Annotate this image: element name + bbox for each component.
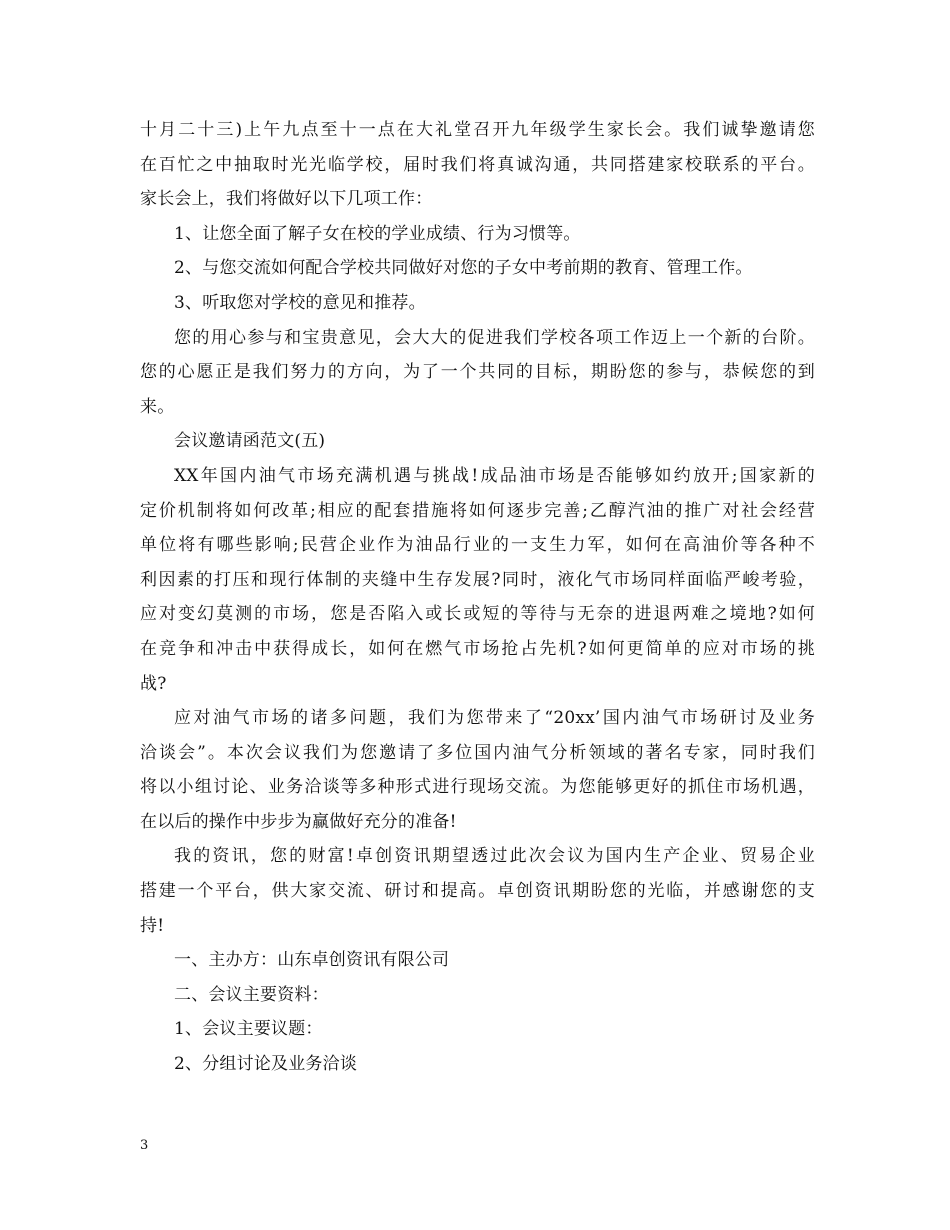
list-item: 2、与您交流如何配合学校共同做好对您的子女中考前期的教育、管理工作。 xyxy=(174,258,753,279)
text-line: 在竞争和冲击中获得成长，如何在燃气市场抢占先机?如何更简单的应对市场的挑 xyxy=(140,638,815,659)
text-line: 洽谈会”。本次会议我们为您邀请了多位国内油气分析领域的著名专家，同时我们 xyxy=(140,742,815,763)
text-line: 将以小组讨论、业务洽谈等多种形式进行现场交流。为您能够更好的抓住市场机遇， xyxy=(140,777,815,798)
text-line: 持! xyxy=(140,915,165,936)
text-line: 利因素的打压和现行体制的夹缝中生存发展?同时，液化气市场同样面临严峻考验， xyxy=(140,569,815,590)
paragraph-first-line: 应对油气市场的诸多问题，我们为您带来了“20xx’国内油气市场研讨及业务 xyxy=(174,708,815,729)
text-line: 来。 xyxy=(140,396,175,417)
list-item: 一、主办方：山东卓创资讯有限公司 xyxy=(174,950,450,971)
text-line: 在以后的操作中步步为赢做好充分的准备! xyxy=(140,811,457,832)
page-number: 3 xyxy=(140,1138,149,1153)
document-body xyxy=(140,113,815,1082)
text-line: 定价机制将如何改革;相应的配套措施将如何逐步完善;乙醇汽油的推广对社会经营 xyxy=(140,500,815,521)
paragraph-first-line: 我的资讯，您的财富!卓创资讯期望透过此次会议为国内生产企业、贸易企业 xyxy=(174,846,815,867)
text-line: 搭建一个平台，供大家交流、研讨和提高。卓创资讯期盼您的光临，并感谢您的支 xyxy=(140,881,815,902)
paragraph-first-line: 您的用心参与和宝贵意见，会大大的促进我们学校各项工作迈上一个新的台阶。 xyxy=(174,327,815,348)
list-item: 二、会议主要资料： xyxy=(174,984,329,1005)
text-line: 单位将有哪些影响;民营企业作为油品行业的一支生力军，如何在高油价等各种不 xyxy=(140,535,815,556)
text-line: 您的心愿正是我们努力的方向，为了一个共同的目标，期盼您的参与，恭候您的到 xyxy=(140,362,815,383)
list-item: 3、听取您对学校的意见和推荐。 xyxy=(174,292,426,313)
text-line: 在百忙之中抽取时光光临学校，届时我们将真诚沟通，共同搭建家校联系的平台。 xyxy=(140,154,815,175)
section-heading: 会议邀请函范文(五) xyxy=(174,431,326,452)
list-item: 2、分组讨论及业务洽谈 xyxy=(174,1054,358,1075)
text-line: 十月二十三)上午九点至十一点在大礼堂召开九年级学生家长会。我们诚挚邀请您 xyxy=(140,120,815,140)
text-line: 家长会上，我们将做好以下几项工作： xyxy=(140,189,433,210)
text-line: 应对变幻莫测的市场，您是否陷入或长或短的等待与无奈的进退两难之境地?如何 xyxy=(140,604,815,625)
list-item: 1、会议主要议题： xyxy=(174,1019,323,1040)
paragraph-first-line: XX年国内油气市场充满机遇与挑战!成品油市场是否能够如约放开;国家新的 xyxy=(174,465,815,486)
text-line: 战? xyxy=(140,673,167,694)
list-item: 1、让您全面了解子女在校的学业成绩、行为习惯等。 xyxy=(174,223,581,244)
